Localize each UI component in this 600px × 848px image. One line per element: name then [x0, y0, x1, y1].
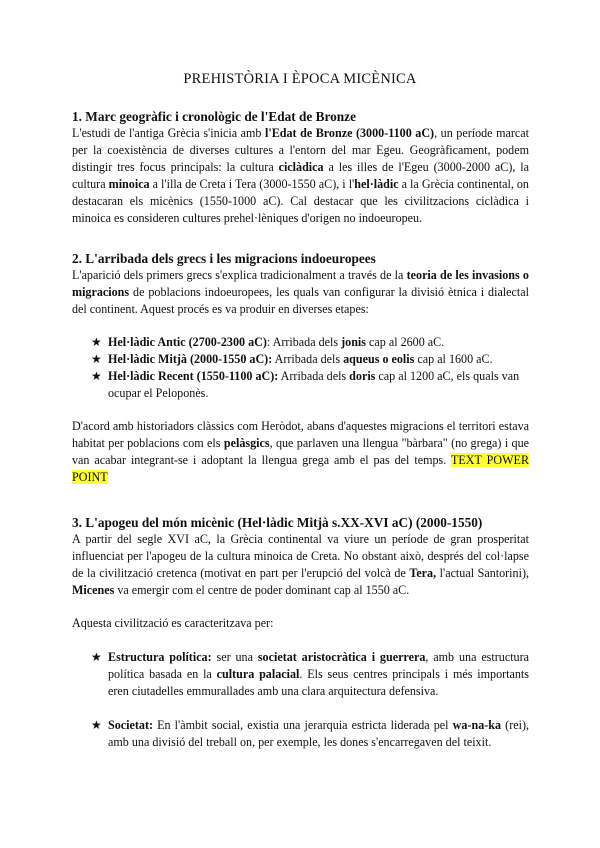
text-run: . Els seus centres principals i més importants eren ciutadelles emmurallades amb una clara arquitectura defensiva. [108, 667, 529, 698]
section-3-heading: 3. L'apogeu del món micènic (Hel·làdic Mitjà s.XX-XVI aC) (2000-1550) [72, 515, 483, 530]
text-run: cap al 1200 aC, els quals van ocupar el Peloponès. [108, 369, 520, 400]
section-1-paragraph [72, 125, 529, 227]
section-1-heading: 1. Marc geogràfic i cronològic de l'Edat de Bronze [72, 109, 356, 124]
section-3-paragraph-1 [72, 531, 529, 599]
bold-run: minoica [108, 177, 150, 191]
text-run: Arribada dels [278, 369, 350, 383]
list-item [72, 368, 529, 402]
star-icon: ★ [91, 335, 102, 349]
list-item [72, 334, 529, 351]
bold-run: cultura palacial [216, 667, 300, 681]
text-run: (rei), amb una divisió del treball on, per exemple, les dones s'encarregaven del teixit. [108, 718, 530, 749]
bold-run: Estructura política: [108, 650, 212, 664]
section-2-paragraph-1 [72, 267, 529, 318]
list-item-text [108, 649, 529, 700]
text-run: L'aparició dels primers grecs s'explica tradicionalment a través de la [72, 268, 407, 282]
text-run: ser una [211, 650, 258, 664]
bold-run: l'Edat de Bronze (3000-1100 aC) [264, 126, 435, 140]
list-item [72, 649, 529, 700]
bold-run: pelàsgics [223, 436, 270, 450]
text-run: : Arribada dels [266, 335, 342, 349]
star-icon: ★ [91, 369, 102, 383]
document-title: PREHISTÒRIA I ÈPOCA MICÈNICA [183, 71, 417, 87]
bold-run: Hel·làdic Antic (2700-2300 aC) [108, 335, 267, 349]
text-run: Arribada dels [272, 352, 344, 366]
bold-run: Societat: [108, 718, 153, 732]
bold-run: Tera, [409, 566, 437, 580]
section-3-bullet-list [72, 649, 529, 751]
bold-run: hel·làdic [354, 177, 399, 191]
list-item [72, 717, 529, 751]
text-run: A partir del segle XVI aC, la Grècia continental va viure un període de gran prosperitat influenciat per l'apogeu de la cultura minoica de Creta. No obstant això, després del col·lapse de la civilització cretenca (motivat en part per l'erupció del volcà de [72, 532, 529, 580]
bold-run: aqueus o eolis [343, 352, 415, 366]
section-3 [72, 514, 529, 751]
text-run: , un període marcat per la coexistència de diverses cultures a l'entorn del mar Egeu. Geogràficament, podem distingir tres focus principals: la cultura [72, 126, 529, 174]
text-run: a l'illa de Creta i Tera (3000-1550 aC), i l' [149, 177, 355, 191]
star-icon: ★ [91, 718, 102, 732]
star-icon: ★ [91, 650, 102, 664]
section-3-paragraph-2: Aquesta civilització es caracteritzava per: [72, 616, 274, 630]
section-2-bullet-list [72, 334, 529, 402]
text-run: va emergir com el centre de poder dominant cap al 1550 aC. [114, 583, 410, 597]
highlighted-text: TEXT POWER POINT [72, 453, 530, 484]
bold-run: Micenes [72, 583, 115, 597]
bold-run: teoria de les invasions o migracions [72, 268, 529, 299]
text-run: de poblacions indoeuropees, les quals van configurar la divisió ètnica i dialectal del continent. Aquest procés es va produir en diverses etapes: [72, 285, 529, 316]
text-run: , que parlaven una llengua "bàrbara" (no grega) i que van acabar integrant-se i adoptant la llengua grega amb el pas del temps. [72, 436, 530, 467]
bold-run: Hel·làdic Recent (1550-1100 aC): [108, 369, 279, 383]
section-2-paragraph-2 [72, 418, 529, 486]
list-item [72, 351, 529, 368]
bold-run: societat aristocràtica i guerrera [257, 650, 426, 664]
star-icon: ★ [91, 352, 102, 366]
text-run: a les illes de l'Egeu (3000-2000 aC), la cultura [72, 160, 529, 191]
text-run: D'acord amb historiadors clàssics com Heròdot, abans d'aquestes migracions el territori estava habitat per poblacions com els [72, 419, 529, 450]
text-run: , amb una estructura política basada en la [108, 650, 529, 681]
bold-run: jonis [341, 335, 366, 349]
section-2 [72, 250, 529, 486]
section-2-heading: 2. L'arribada dels grecs i les migracions indoeuropees [72, 251, 376, 266]
section-1 [72, 108, 529, 227]
text-run: En l'àmbit social, existia una jerarquia estricta liderada pel [153, 718, 453, 732]
bold-run: ciclàdica [278, 160, 324, 174]
list-item-text [108, 717, 529, 751]
text-run: cap al 2600 aC. [366, 335, 445, 349]
bold-run: wa-na-ka [452, 718, 502, 732]
text-run: L'estudi de l'antiga Grècia s'inicia amb [72, 126, 265, 140]
bold-run: doris [349, 369, 376, 383]
bold-run: Hel·làdic Mitjà (2000-1550 aC): [108, 352, 273, 366]
text-run: l'actual Santorini), [436, 566, 529, 580]
text-run: a la Grècia continental, on destacaran els micènics (1550-1000 aC). Cal destacar que les civilitzacions ciclàdica i minoica es consideren cultures prehel·lèniques d'origen no indoeuropeu. [72, 177, 529, 225]
text-run: cap al 1600 aC. [414, 352, 493, 366]
